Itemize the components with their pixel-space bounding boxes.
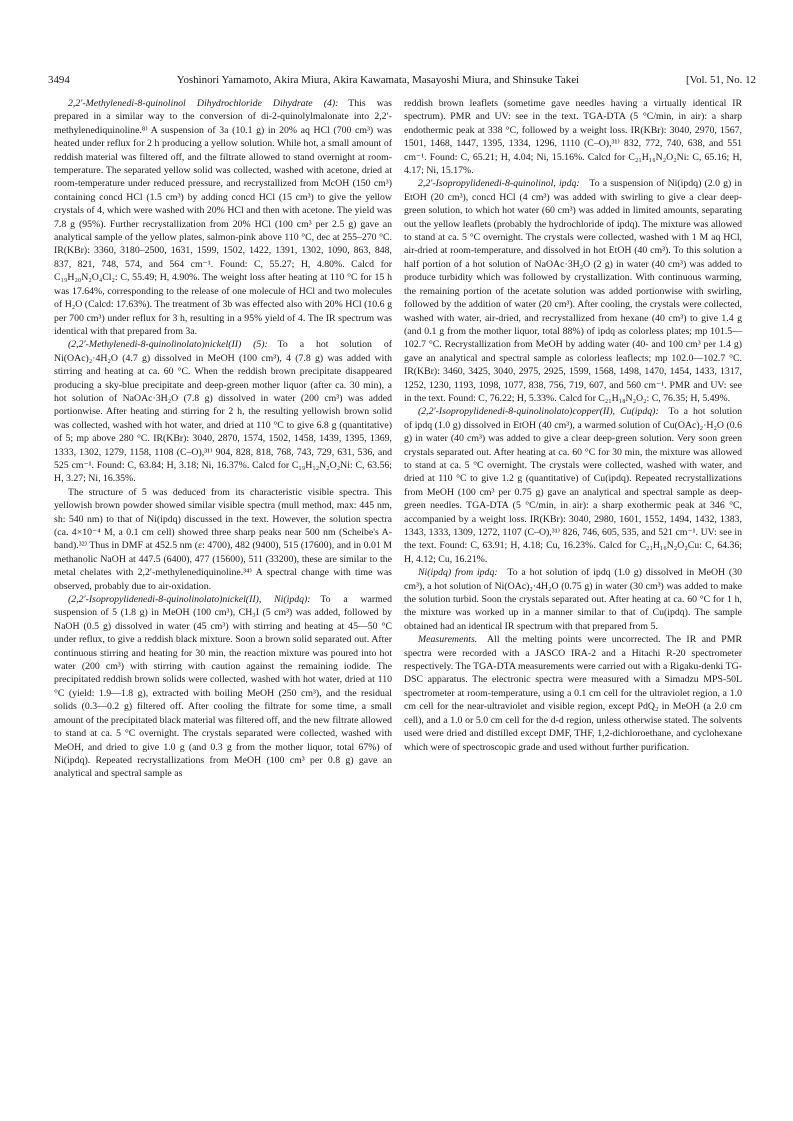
volume-info: [Vol. 51, No. 12 (685, 74, 756, 86)
paragraph (54, 486, 392, 593)
paragraph-text: To a hot solution of ipdq (1.0 g) dissolved in EtOH (40 cm³), a warmed solution of Cu(OAc)₂·H₂O (0.6 g) in water (40 cm³) was added to give a clear deep-green solution. Very soon green crystals separated out. After heating at ca. 60 °C for 30 min, the mixture was allowed to stand at ca. 5 °C overnight. The crystals were collected, washed with water, and dried at 110 °C to give 1.2 g (quantitative) of Cu(ipdq). Repeated recrystallizations from MeOH (100 cm³ per 0.75 g) gave an analytical and spectral sample as deep-green needles. TGA-DTA (5 °C/min, in air): a sharp exothermic peak at 346 °C, accompanied by a weight loss. IR(KBr): 3040, 2980, 1601, 1552, 1494, 1432, 1383, 1343, 1333, 1309, 1272, 1107 (C–O),³¹⁾ 826, 746, 605, 535, and 521 cm⁻¹. UV: see in the text. Found: C, 63.91; H, 4.18; Cu, 16.23%. Calcd for C₂₁H₁₆N₂O₂Cu: C, 64.36; H, 4.12; Cu, 16.21%. (404, 406, 742, 565)
paragraph (54, 97, 392, 338)
page-number: 3494 (48, 74, 70, 86)
paragraph (404, 177, 742, 405)
paragraph-text: To a hot solution of ipdq (1.0 g) dissolved in MeOH (30 cm³), a hot solution of Ni(OAc)₂·4H₂O (0.75 g) in water (30 cm³) was added to make the solution turbid. Soon the crystals separated out. After heating at ca. 60 °C for 1 h, the mixture was worked up in a manner similar to that of Cu(ipdq). The sample obtained had an identical IR spectrum with that prepared from 5. (404, 567, 742, 632)
paragraph-text: To a hot solution of Ni(OAc)₂·4H₂O (4.7 g) dissolved in MeOH (100 cm³), 4 (7.8 g) was added with stirring and heating at ca. 60 °C. When the reddish brown precipitate disappeared producing a sky-blue precipitate and deep-green mother liquor (after ca. 30 min), a hot solution of NaOAc·3H₂O (7.8 g) dissolved in water (200 cm³) was added portionwise. After heating and stirring for 2 h, the resulting yellowish brown solid was collected, washed with hot water, and dried at 110 °C to give 6.8 g (quantitative) of 5; mp above 280 °C. IR(KBr): 3040, 2870, 1574, 1502, 1458, 1439, 1395, 1369, 1333, 1302, 1279, 1158, 1108 (C–O),³¹⁾ 904, 828, 818, 768, 743, 729, 631, 536, and 525 cm⁻¹. Found: C, 63.84; H, 3.18; Ni, 16.37%. Calcd for C₁₉H₁₂N₂O₂Ni: C, 63.56; H, 3.27; Ni, 16.35%. (54, 339, 392, 485)
section-heading: Ni(ipdq) from ipdq: (418, 567, 498, 579)
paragraph-continued (404, 97, 742, 177)
section-heading: 2,2′-Methylenedi-8-quinolinol Dihydrochloride Dihydrate (4): (68, 98, 339, 109)
paragraph-text: To a warmed suspension of 5 (1.8 g) in MeOH (100 cm³), CH₃I (5 cm³) was added, followed by NaOH (0.5 g) dissolved in water (45 cm³) with stirring and heating at 45—50 °C under reflux, to give a reddish black mixture. Soon a brown solid separated out. After continuous stirring and heating for 30 min, the reaction mixture was poured into hot water (200 cm³) with stirring with caution against the remaining iodide. The precipitated reddish brown solids were collected, washed with hot water, dried at 110 °C (yield: 1.9—1.8 g), extracted with boiling MeOH (250 cm³), and the residual solids (0.3—0.2 g) filtered off. After cooling the filtrate for some time, a small amount of the precipitated black material was filtered off, and the new filtrate allowed to stand at ca. 5 °C overnight. The crystals separated were collected, washed with MeOH, and dried to give 1.0 g (and 0.3 g from the mother liquor, total 67%) of Ni(ipdq). Repeated recrystallizations from MeOH (100 cm³ per 0.8 g) gave an analytical and spectral sample as (54, 594, 392, 780)
paragraph (404, 405, 742, 566)
running-header (48, 74, 756, 86)
right-column (404, 97, 742, 754)
section-heading: Measurements. (418, 634, 478, 646)
paragraph (54, 338, 392, 485)
left-column (54, 97, 392, 781)
running-authors: Yoshinori Yamamoto, Akira Miura, Akira Kawamata, Masayoshi Miura, and Shinsuke Takei (176, 74, 580, 86)
paragraph-text: The structure of 5 was deduced from its characteristic visible spectra. This yellowish brown powder showed similar visible spectra (mull method, max: 445 nm, sh: 540 nm) to that of Ni(ipdq) discussed in the text. However, the solution spectra (ca. 4×10⁻⁴ M, a 0.1 cm cell) showed three sharp peaks near 500 nm (Scheibe's A-band).³²⁾ Thus in DMF at 452.5 nm (ε: 4700), 482 (9400), 515 (17600), and in 0.01 M methanolic NaOH at 447.5 (6400), 477 (15600), 511 (33200), these are similar to the metal chelates with 2,2′-methylenediquinoline.³⁴⁾ A spectral change with time was observed, probably due to air-oxidation. (54, 486, 392, 592)
paragraph-text: To a suspension of Ni(ipdq) (2.0 g) in EtOH (20 cm³), concd HCl (4 cm³) was added with swirling to give a clear deep-green solution, to which hot water (60 cm³) was added in limited amounts, separating out the yellow leaflets (probably the hydrochloride of ipdq). The mixture was allowed to stand at ca. 5 °C overnight. The crystals were collected, washed with 1 M aq HCl, air-dried at room-temperature, and dissolved in hot EtOH (40 cm³). To this solution a half portion of a hot solution of NaOAc·3H₂O (2 g) in water (40 cm³) was added to produce turbidity which was followed by crystallization. With continuous warming, the remaining portion of the acetate solution was added portionwise with swirling, followed by the addition of water (20 cm³). After cooling, the crystals were collected, washed with water, air-dried, and recrystallized from hexane (40 cm³) to give 1.4 g (and 0.1 g from the mother liquor, total 88%) of ipdq as colorless plates; mp 101.5—102.7 °C. Recrystallization from MeOH by adding water (40- and 100 cm³ per 1.4 g) gave an analytical and spectral sample as colorless leaflects; mp 102.0—102.7 °C. IR(KBr): 3460, 3425, 3040, 2975, 2925, 1599, 1568, 1498, 1470, 1454, 1433, 1317, 1252, 1230, 1193, 1098, 1077, 838, 756, 719, 607, and 560 cm⁻¹. PMR and UV: see in the text. Found: C, 76.22; H, 5.33%. Calcd for C₂₁H₁₈N₂O₂: C, 76.35; H, 5.49%. (404, 178, 742, 404)
paragraph-text: This was prepared in a similar way to the conversion of di-2-quinolylmalonate into 2,2′-methylenediquinoline.⁸⁾ A suspension of 3a (10.1 g) in 20% aq HCl (700 cm³) was heated under reflux for 2 h producing a yellow solution. While hot, a small amount of reddish material was filtered off, and the filtrate allowed to stand overnight at room-temperature. The separated yellow solid was collected, washed with acetone, dried at room-temperature under reduced pressure, and recrystallized from McOH (150 cm³) containing concd HCl (1.5 cm³) by adding concd HCl (15 cm³) to give the yellow crystals of 4, which were washed with 20% HCl and then with acetone. The yield was 7.8 g (95%). Further recrystallization from 20% HCl (100 cm³ per 2.5 g) gave an analytical sample of the yellow plates, salmon-pink above 110 °C, dec at 255–270 °C. IR(KBr): 3360, 3180–2500, 1631, 1599, 1502, 1422, 1391, 1302, 1090, 863, 848, 837, 821, 748, 574, and 564 cm⁻¹. Found: C, 55.27; H, 4.80%. Calcd for C₁₉H₂₀N₂O₄Cl₂: C, 55.49; H, 4.90%. The weight loss after heating at 110 °C for 15 h was 17.64%, corresponding to the release of one molecule of HCl and two molecules of H₂O (Calcd: 17.63%). The treatment of 3b was effected also with 20% HCl (10.6 g per 700 cm³) under reflux for 3 h, resulting in a 95% yield of 4. The IR spectrum was identical with that prepared from 3a. (54, 98, 392, 337)
paragraph (54, 593, 392, 781)
section-heading: (2,2′-Methylenedi-8-quinolinolato)nickel(II) (5): (68, 339, 268, 351)
paragraph (404, 566, 742, 633)
paragraph-text: All the melting points were uncorrected. The IR and PMR spectra were recorded with a JASCO IRA-2 and a Hitachi R-20 spectrometer respectively. The TGA-DTA measurements were carried out with a Rigaku-denki TG-DSC apparatus. The electronic spectra were measured with a Simadzu MPS-50L spectrometer at room-temperature, using a 0.1 cm cell for the ultraviolet region, a 1.0 cm cell for the near-ultraviolet and visible region, except PdQ₂ in MeOH (a 2.0 cm cell), and a 1.0 or 5.0 cm cell for the d-d region, unless otherwise stated. The solvents used were dried and distilled except DMF, THF, 1,2-dichloroethane, and cyclohexane which were of spectroscopic grade and used without further purification. (404, 634, 742, 753)
section-heading: 2,2′-Isopropylidenedi-8-quinolinol, ipdq: (418, 178, 580, 190)
paragraph (404, 633, 742, 754)
paragraph-text: reddish brown leaflets (sometime gave needles having a virtually identical IR spectrum). PMR and UV: see in the text. TGA-DTA (5 °C/min, in air): a sharp endothermic peak at 338 °C, followed by a weight loss. IR(KBr): 3040, 2970, 1567, 1501, 1468, 1447, 1395, 1334, 1296, 1110 (C–O),³¹⁾ 832, 772, 740, 638, and 551 cm⁻¹. Found: C, 65.21; H, 4.04; Ni, 15.16%. Calcd for C₂₁H₁₆N₂O₂Ni: C, 65.16; H, 4.17; Ni, 15.17%. (404, 98, 742, 177)
section-heading: (2,2′-Isopropylidenedi-8-quinolinolato)nickel(II), Ni(ipdq): (68, 594, 311, 606)
section-heading: (2,2′-Isopropylidenedi-8-quinolinolato)copper(II), Cu(ipdq): (418, 406, 659, 418)
